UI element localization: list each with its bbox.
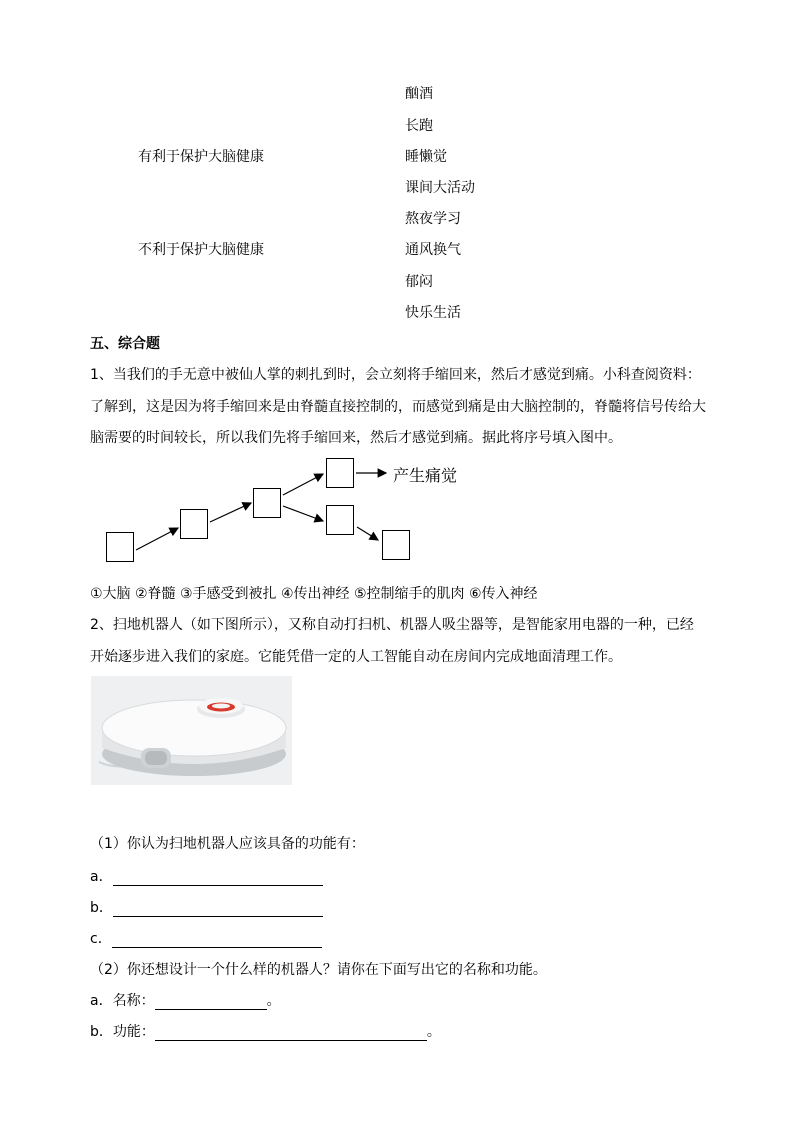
answer-line-a <box>90 866 323 886</box>
match-left-2: 不利于保护大脑健康 <box>138 242 264 258</box>
match-option: 郁闷 <box>405 274 433 290</box>
q2-sub2: （2）你还想设计一个什么样的机器人？请你在下面写出它的名称和功能。 <box>90 962 547 978</box>
q1-options: ①大脑 ②脊髓 ③手感受到被扎 ④传出神经 ⑤控制缩手的肌肉 ⑥传入神经 <box>90 586 538 602</box>
answer-line-b <box>90 897 323 917</box>
answer-label-c: c． <box>90 931 112 947</box>
function-label: b．功能： <box>90 1024 155 1040</box>
diagram-box-5[interactable] <box>326 505 354 535</box>
q1-text-line: 脑需要的时间较长，所以我们先将手缩回来，然后才感觉到痛。据此将序号填入图中。 <box>90 430 622 446</box>
match-option: 课间大活动 <box>405 180 475 196</box>
function-period: 。 <box>426 1024 441 1040</box>
q2-sub1: （1）你认为扫地机器人应该具备的功能有： <box>90 836 365 852</box>
diagram-box-2[interactable] <box>180 509 208 539</box>
answer-line-c <box>90 928 322 948</box>
q1-text-line: 1、当我们的手无意中被仙人掌的刺扎到时，会立刻将手缩回来，然后才感觉到痛。小科查阅资料： <box>90 367 701 383</box>
name-period: 。 <box>266 993 281 1009</box>
diagram-box-6[interactable] <box>382 530 410 560</box>
q1-text-line: 了解到，这是因为将手缩回来是由脊髓直接控制的，而感觉到痛是由大脑控制的，脊髓将信号传给大 <box>90 399 706 415</box>
match-option: 快乐生活 <box>405 305 461 321</box>
robot-vacuum-image <box>91 676 292 785</box>
diagram-box-3[interactable] <box>253 488 281 518</box>
match-option: 睡懒觉 <box>405 149 447 165</box>
answer-blank-c[interactable] <box>112 933 322 948</box>
name-blank[interactable] <box>155 995 267 1010</box>
q2-text-line: 开始逐步进入我们的家庭。它能凭借一定的人工智能自动在房间内完成地面清理工作。 <box>90 649 622 665</box>
answer-blank-a[interactable] <box>113 871 323 886</box>
name-answer-line <box>90 990 281 1010</box>
match-option: 通风换气 <box>405 242 461 258</box>
function-blank[interactable] <box>155 1026 427 1041</box>
diagram-box-4[interactable] <box>326 458 354 488</box>
function-answer-line <box>90 1021 441 1041</box>
answer-blank-b[interactable] <box>113 902 323 917</box>
answer-label-a: a． <box>90 869 113 885</box>
pain-sensation-label: 产生痛觉 <box>393 466 458 485</box>
name-label: a．名称： <box>90 993 155 1009</box>
match-left-1: 有利于保护大脑健康 <box>138 149 264 165</box>
match-option: 熬夜学习 <box>405 211 461 227</box>
q2-text-line: 2、扫地机器人（如下图所示），又称自动打扫机、机器人吸尘器等，是智能家用电器的一种，已经 <box>90 617 694 633</box>
match-option: 酗酒 <box>405 86 433 102</box>
answer-label-b: b． <box>90 900 113 916</box>
section-heading: 五、综合题 <box>90 336 160 352</box>
match-option: 长跑 <box>405 118 433 134</box>
diagram-box-1[interactable] <box>106 532 134 562</box>
